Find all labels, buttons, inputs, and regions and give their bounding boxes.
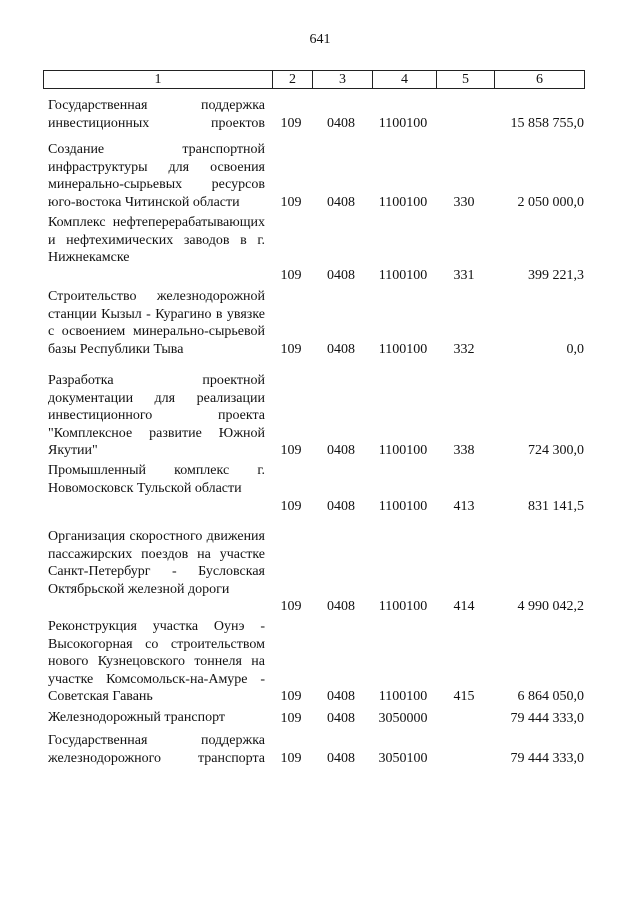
row-description: Организация скоростного движения пассажирских поездов на участке Санкт-Петербург - Бусловская Октябрьской железной дороги [48,529,265,597]
col-2-value: 109 [280,750,302,766]
row-description: Реконструкция участка Оунэ - Высокогорная со строительством нового Кузнецовского тоннеля на участке Комсомольск-на-Амуре - Советская Гавань [48,619,265,704]
table-row [0,97,640,132]
col-6-value: 79 444 333,0 [510,710,584,726]
table-row [0,618,640,705]
col-4-value: 1100100 [378,442,428,458]
col-4-value: 1100100 [378,115,428,131]
col-5-value: 414 [453,598,475,614]
col-3-value: 0408 [327,750,355,766]
table-row [0,732,640,767]
row-description: Комплекс нефтеперерабатывающих и нефтехимических заводов в г. Нижнекамске [48,215,265,265]
table-row [0,462,640,515]
column-header-5: 5 [436,71,494,88]
col-5-value: 332 [453,341,475,357]
col-6-value: 79 444 333,0 [510,750,584,766]
row-description: Железнодорожный транспорт [48,710,226,725]
column-header-6: 6 [494,71,584,88]
col-6-value: 831 141,5 [528,498,584,514]
row-description: Разработка проектной документации для реализации инвестиционного проекта "Комплексное развитие Южной Якутии" [48,373,265,458]
col-4-value: 1100100 [378,194,428,210]
col-6-value: 15 858 755,0 [510,115,584,131]
col-3-value: 0408 [327,710,355,726]
column-header-1: 1 [154,72,162,87]
col-5-value: 338 [453,442,475,458]
table-row [0,141,640,211]
col-2-value: 109 [280,688,302,704]
col-3-value: 0408 [327,341,355,357]
col-2-value: 109 [280,194,302,210]
col-4-value: 3050000 [378,710,428,726]
col-6-value: 2 050 000,0 [517,194,584,210]
col-2-value: 109 [280,267,302,283]
col-3-value: 0408 [327,498,355,514]
col-3-value: 0408 [327,598,355,614]
col-3-value: 0408 [327,115,355,131]
column-header-2: 2 [272,71,312,88]
col-4-value: 1100100 [378,688,428,704]
col-3-value: 0408 [327,442,355,458]
table-row [0,528,640,615]
col-2-value: 109 [280,498,302,514]
row-description: Создание транспортной инфраструктуры для освоения минерально-сырьевых ресурсов юго-востока Читинской области [48,142,265,210]
col-6-value: 399 221,3 [528,267,584,283]
column-header-4: 4 [372,71,436,88]
col-3-value: 0408 [327,688,355,704]
table-row [0,372,640,459]
col-6-value: 6 864 050,0 [517,688,584,704]
row-description: Промышленный комплекс г. Новомосковск Тульской области [48,463,265,496]
col-3-value: 0408 [327,267,355,283]
col-2-value: 109 [280,115,302,131]
page-number: 641 [309,32,331,47]
col-4-value: 1100100 [378,341,428,357]
col-4-value: 1100100 [378,267,428,283]
column-header-3: 3 [312,71,372,88]
col-5-value: 415 [453,688,475,704]
col-2-value: 109 [280,710,302,726]
col-6-value: 724 300,0 [528,442,584,458]
col-5-value: 331 [453,267,475,283]
table-header [43,70,585,89]
col-6-value: 0,0 [566,341,584,357]
row-description: Государственная поддержка инвестиционных проектов [48,98,265,131]
row-description: Государственная поддержка железнодорожного транспорта [48,733,265,766]
row-description: Строительство железнодорожной станции Кызыл - Курагино в увязке с освоением минерально-сырьевой базы Республики Тыва [48,289,265,357]
col-5-value: 330 [453,194,475,210]
table-row [0,214,640,284]
col-4-value: 3050100 [378,750,428,766]
col-5-value: 413 [453,498,475,514]
col-4-value: 1100100 [378,498,428,514]
col-2-value: 109 [280,341,302,357]
col-3-value: 0408 [327,194,355,210]
col-2-value: 109 [280,598,302,614]
table-row [0,709,640,727]
col-4-value: 1100100 [378,598,428,614]
col-2-value: 109 [280,442,302,458]
col-6-value: 4 990 042,2 [517,598,584,614]
table-row [0,288,640,358]
